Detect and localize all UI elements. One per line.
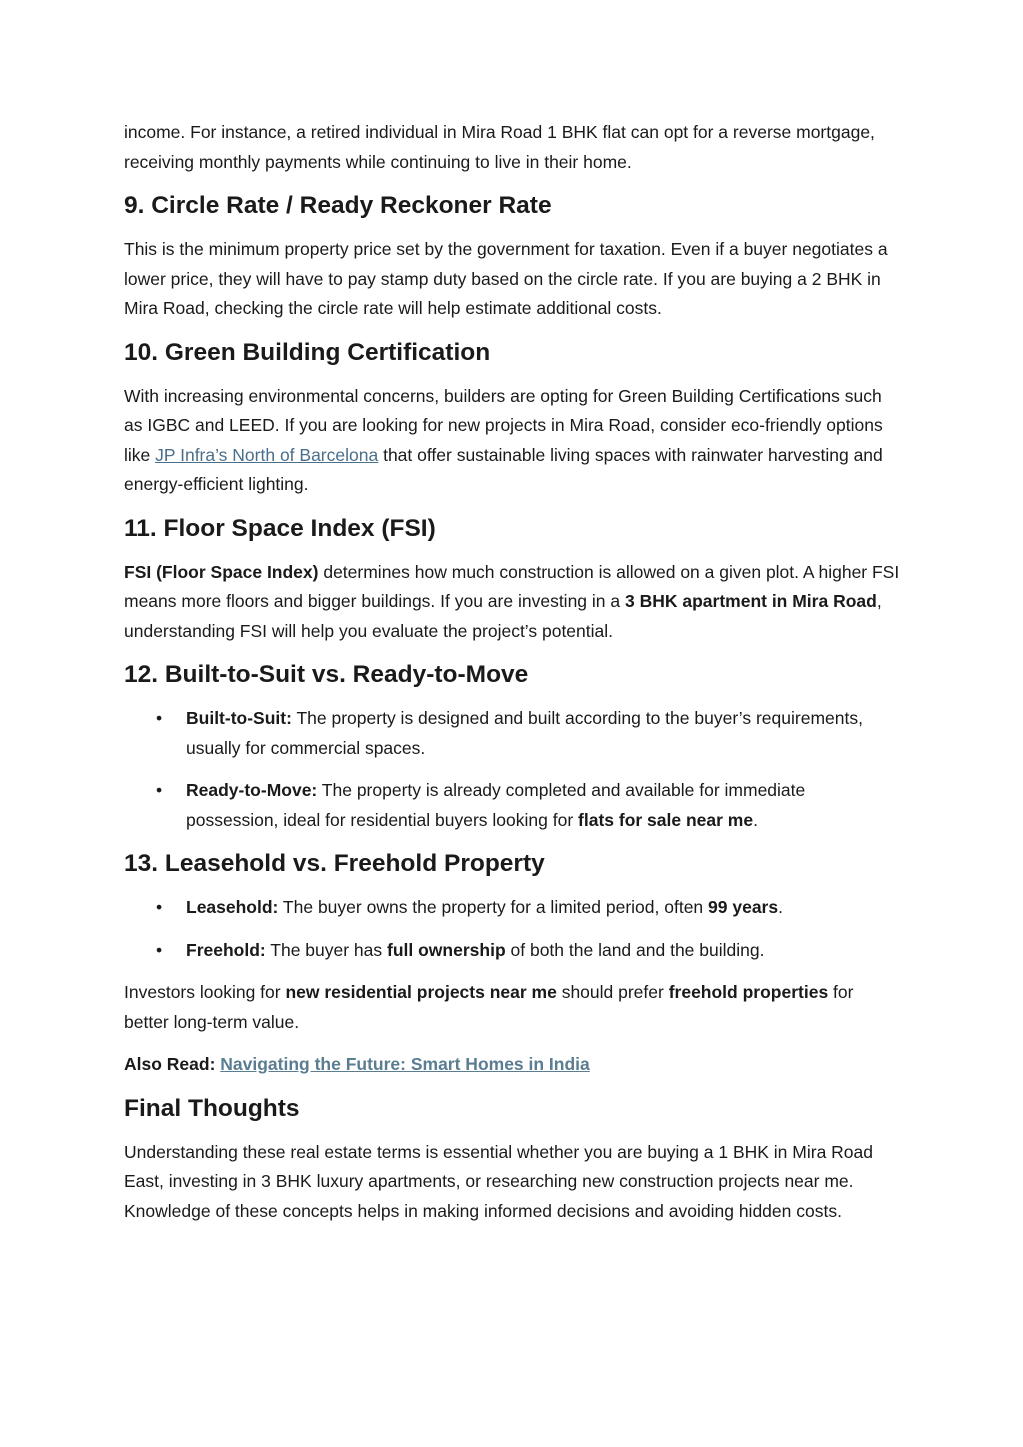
bullet-icon: • [156, 939, 163, 960]
fsi-text-1: determines how much construction is allowed on a given plot. A higher FSI means more floors and bigger buildings. If you are investing in a [124, 561, 900, 611]
bullet-icon: • [156, 780, 163, 800]
list-item [124, 704, 900, 763]
also-read-label: Also Read: [124, 1054, 221, 1074]
green-building-text-before: With increasing environmental concerns, builders are opting for Green Building Certifications such as IGBC and LEED. If you are looking for new projects in Mira Road, consider eco-friendly options like [124, 385, 883, 465]
investors-bold-1: new residential projects near me [285, 982, 557, 1002]
document-page [124, 118, 900, 1226]
also-read-line [124, 1050, 900, 1080]
list-item-tail: . [753, 809, 758, 830]
section-heading-circle-rate: 9. Circle Rate / Ready Reckoner Rate [124, 192, 552, 219]
list-item-text: The property is already completed and available for immediate possession, ideal for residential buyers looking for [186, 780, 806, 830]
smart-homes-link[interactable]: Navigating the Future: Smart Homes in India [220, 1054, 590, 1074]
north-of-barcelona-link[interactable]: JP Infra’s North of Barcelona [155, 444, 379, 465]
list-item [124, 893, 900, 923]
investors-text-1: Investors looking for [124, 982, 286, 1002]
green-building-paragraph [124, 382, 900, 500]
list-item-text: The buyer owns the property for a limited period, often [278, 897, 709, 917]
list-item-label: Built-to-Suit: [186, 708, 292, 728]
list-item-tail: of both the land and the building. [505, 939, 765, 960]
investors-paragraph [124, 978, 900, 1037]
list-item-tail: . [778, 897, 783, 917]
list-item-label: Leasehold: [186, 897, 279, 917]
built-vs-ready-list [124, 704, 900, 835]
circle-rate-paragraph: This is the minimum property price set by the government for taxation. Even if a buyer negotiates a lower price, they will have to pay stamp duty based on the circle rate. If you are buying a 2 BHK in Mira Road, checking the circle rate will help estimate additional costs. [124, 239, 888, 318]
list-item-text: The buyer has [265, 939, 388, 960]
investors-bold-2: freehold properties [668, 982, 829, 1002]
list-item [124, 776, 900, 835]
bullet-icon: • [156, 708, 163, 728]
section-heading-leasehold-vs-freehold: 13. Leasehold vs. Freehold Property [124, 850, 545, 877]
fsi-paragraph [124, 558, 900, 647]
investors-text-3: for better long-term value. [124, 982, 854, 1032]
list-item-bold: 99 years [708, 897, 779, 917]
list-item-bold: full ownership [387, 939, 506, 960]
final-thoughts-paragraph: Understanding these real estate terms is essential whether you are buying a 1 BHK in Mira Road East, investing in 3 BHK luxury apartments, or researching new construction projects near me. Knowledge of these concepts helps in making informed decisions and avoiding hidden costs. [124, 1141, 874, 1221]
section-heading-final-thoughts: Final Thoughts [124, 1094, 300, 1122]
bullet-icon: • [156, 897, 163, 917]
section-heading-green-building: 10. Green Building Certification [124, 338, 491, 366]
list-item-bold: flats for sale near me [578, 809, 754, 830]
investors-text-2: should prefer [556, 982, 669, 1002]
list-item [124, 936, 900, 966]
section-heading-built-vs-ready: 12. Built-to-Suit vs. Ready-to-Move [124, 661, 529, 688]
intro-paragraph: income. For instance, a retired individual in Mira Road 1 BHK flat can opt for a reverse mortgage, receiving monthly payments while continuing to live in their home. [124, 122, 875, 172]
green-building-text-after: that offer sustainable living spaces with rainwater harvesting and energy-efficient lighting. [124, 444, 883, 494]
fsi-text-2: , understanding FSI will help you evaluate the project’s potential. [124, 591, 882, 641]
fsi-bold-apartment: 3 BHK apartment in Mira Road [624, 591, 877, 611]
section-heading-fsi: 11. Floor Space Index (FSI) [124, 514, 436, 542]
list-item-text: The property is designed and built according to the buyer’s requirements, usually for commercial spaces. [186, 708, 863, 758]
list-item-label: Freehold: [186, 939, 266, 960]
list-item-label: Ready-to-Move: [186, 780, 318, 800]
fsi-term: FSI (Floor Space Index) [124, 561, 319, 582]
leasehold-vs-freehold-list [124, 893, 900, 965]
